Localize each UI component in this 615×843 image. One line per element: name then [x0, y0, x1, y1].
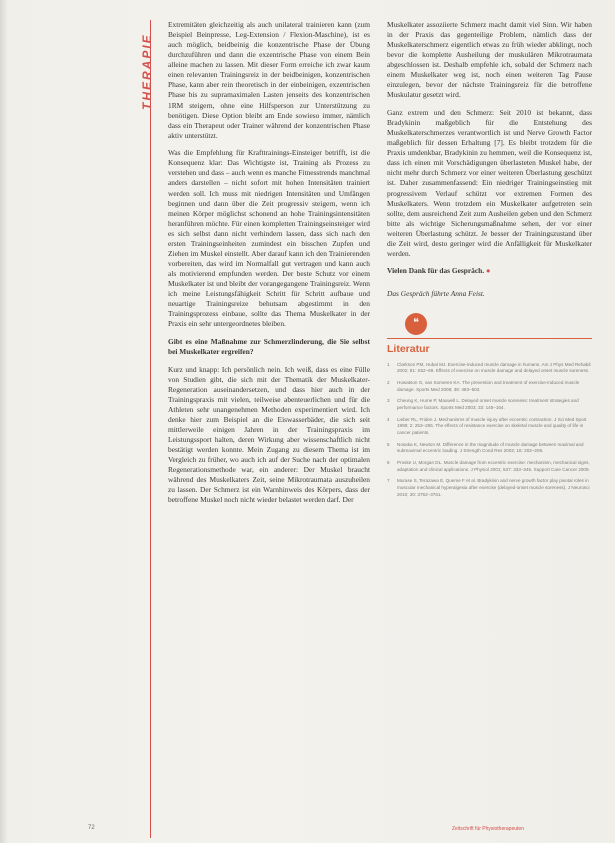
reference-item: 1 Clarkson PM, Hubal MJ. Exercise-induced muscle damage in humans. Am J Phys Med Rehabil 2002; 81: S52–69. Effects of exercise on muscle damage and delayed onset muscle soreness.: [387, 361, 591, 374]
reference-item: 4 Lieber RL, Friden J. Mechanisms of muscle injury after eccentric contraction. J Sci Med Sport 1999; 2: 253–265. The effects of resistance exercise on skeletal muscle and quality of life in cancer patients.: [387, 416, 587, 436]
paragraph: Was die Empfehlung für Krafttrainings-Einsteiger betrifft, ist die Konsequenz klar: Das Wichtigste ist, Training als Prozess zu verstehen und dass – auch wenn es manche Fitnesstrends manchmal anders darstellen – nicht sofort mit hohen Intensitäten trainiert werden soll. Ich muss mit niedrigen Intensitäten und Umfängen beginnen und dann über die Zeit progressiv steigern, wenn ich meinen Körper möglichst schonend an hohe Trainingsintensitäten heranführen möchte. Für einen kompletten Trainingseinsteiger wird es sich selbst dann nicht verhindern lassen, dass sich nach den ersten Trainingseinheiten zumindest ein bisschen Zupfen und Ziehen im Muskel einstellt. Aber darauf kann ich den Trainierenden vorbereiten, das wird im Normalfall gut vertragen und kann auch als motivierend empfunden werden. Der beste Schutz vor einem Muskelkater ist und bleibt der vorangegangene Trainingsreiz. Wenn ich meine Leistungsfähigkeit Schritt für Schritt aufbaue und neuartige Trainingsreize behutsam abgestimmt in den Trainingsprozess einbaue, sollte das Thema Muskelkater in der Praxis ein sehr untergeordnetes bleiben.: [168, 148, 370, 329]
paragraph: Ganz extrem und den Schmerz: Seit 2010 ist bekannt, dass Bradykinin maßgeblich für die Entstehung des Muskelkaterschmerzes verantwortlich ist und Nerve Growth Factor maßgeblich für dessen Erhaltung [7]. Es bleibt trotzdem für die Praxis umdenkbar, Bradykinin zu hemmen, weil die Konsequenz ist, dass ich einen mit Vorschädigungen überlasteten Muskel habe, der nicht mehr durch Schmerz vor einer weiteren Überlastung geschützt ist. Daher zusammenfassend: Ein niedriger Trainingseinstieg mit progressivem Verlauf schützt vor extremen Formen des Muskelkaters. Wenn trotzdem ein Muskelkater aufgetreten sein sollte, dem ausreichend Zeit zum Ausheilen geben und den Schmerz bitte als wichtige Sicherungsmaßnahme sehen, der vor einer weiteren Überlastung schützt. Je besser der Trainingszustand über die Zeit wird, desto geringer wird die Anfälligkeit für Muskelkater werden.: [387, 108, 592, 258]
reference-item: 3 Cheung K, Hume P, Maxwell L. Delayed onset muscle soreness: treatment strategies and performance factors. Sports Med 2003; 33: 145–164.: [387, 398, 579, 411]
reference-item: 7 Murase S, Terazawa E, Queme F et al. Bradykinin and nerve growth factor play pivotal roles in muscular mechanical hyperalgesia after exercise (delayed-onset muscle soreness). J Neurosci 2010; 30: 3752–3761.: [387, 478, 590, 497]
column-divider-rule: [150, 20, 151, 838]
journal-footer: Zeitschrift für Physiotherapeuten: [452, 826, 524, 832]
quote-icon: ❝: [405, 313, 427, 335]
literature-heading: Literatur: [387, 338, 592, 356]
section-label: THERAPIE: [140, 33, 154, 110]
paragraph: Kurz und knapp: Ich persönlich nein. Ich weiß, dass es eine Fülle von Studien gibt, die sich mit der Thematik der Muskelkater-Regeneration auseinandersetzen, und dass hier auch in der Trainingspraxis mit vielen, teilweise abenteuerlichen und für die Athleten sehr unangenehmen Methoden experimentiert wird. Ich denke hier zum Beispiel an die Eiswasserbäder, die sich seit mittlerweile einigen Jahren in der Trainingspraxis im Leistungssport halten, deren Wirkung aber wissenschaftlich nicht bestätigt werden konnte. Mein Zugang zu diesem Thema ist im Vergleich zu früher, wo auch ich auf der Suche nach der optimalen Regenerationsmethode war, ein anderer: Der Muskel braucht während des Muskelkaters Zeit, seine Mikrotraumata auszuheilen zu lassen. Der Schmerz ist ein Warnhinweis des Körpers, dass der betroffene Muskel noch nicht wieder belastet werden darf. Der: [168, 364, 370, 505]
interview-credit: Das Gespräch führte Anna Feist.: [387, 288, 485, 298]
thanks-text: Vielen Dank für das Gespräch.: [387, 266, 485, 276]
paragraph: Muskelkater assoziierte Schmerz macht damit viel Sinn. Wir haben in der Praxis das gegenteilige Problem, nämlich dass der Muskelkaterschmerz eigentlich etwas zu früh wieder abklingt, noch bevor die komplette Ausheilung der muskulären Mikrotraumata abgeschlossen ist. Deshalb empfehle ich, sobald der Schmerz nach einem Muskelkater weg ist, noch einen weiteren Tag Pause einzulegen, bevor der nächste Trainingsreiz für die betroffene Muskulatur gesetzt wird.: [387, 20, 592, 100]
reference-item: 2 Howatson G, van Someren KA. The prevention and treatment of exercise-induced muscle damage. Sports Med 2008; 38: 483–503.: [387, 380, 580, 392]
right-text-column: [387, 20, 592, 820]
end-marker-icon: ●: [485, 266, 491, 276]
interview-question: Gibt es eine Maßnahme zur Schmerzlinderung, die Sie selbst bei Muskelkater ergreifen?: [168, 336, 370, 356]
left-text-column: [168, 20, 370, 820]
closing-thanks: [387, 266, 592, 276]
reference-item: 6 Proske U, Morgan DL. Muscle damage from eccentric exercise: mechanism, mechanical signs, adaptation and clinical applications. J Physiol 2001; 537: 333–345. Support Care Cancer 2009.: [387, 460, 590, 472]
paragraph: Extremitäten gleichzeitig als auch unilateral trainieren kann (zum Beispiel Beinpresse, Leg-Extension / Flexion-Maschine), ist es auch möglich, beidbeinig die konzentrische Phase der Übung durchzuführen und dann die exzentrische Phase von einem Bein alleine machen zu lassen. Mit dieser Form erreiche ich zwar kaum einen relevanten Trainingsreiz in der beidbeinigen, konzentrischen Phase, kann aber rein theoretisch in der einbeinigen, exzentrischen Phase bis zu supramaximalen Lasten jenseits des konzentrischen 1RM steigern, ohne eine Hilfsperson zur Unterstützung zu benötigen. Diese Option bleibt am Ende sowieso immer, nämlich dass ein Therapeut oder Trainer während der konzentrischen Phase aktiv unterstützt.: [168, 20, 370, 140]
reference-item: 5 Nosaka K, Newton M. Difference in the magnitude of muscle damage between maximal and submaximal eccentric loading. J Strength Cond Res 2002; 16: 202–208.: [387, 441, 584, 454]
page-number: 72: [88, 825, 95, 831]
reference-list: [387, 362, 592, 499]
